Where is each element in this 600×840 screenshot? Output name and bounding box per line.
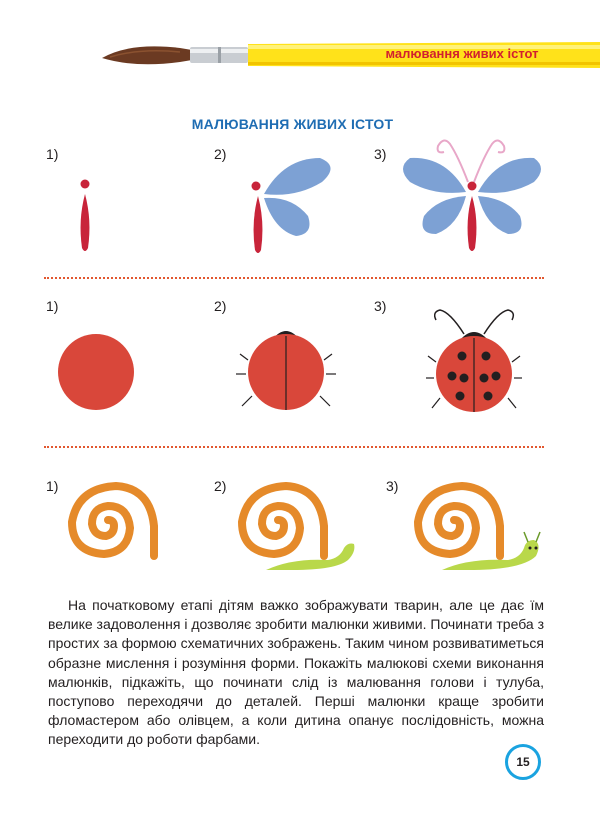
- step-number: 2): [214, 146, 227, 162]
- step-number: 1): [46, 146, 59, 162]
- snail-step-1: [62, 478, 182, 568]
- step-number: 3): [374, 298, 387, 314]
- step-number: 3): [386, 478, 399, 494]
- page-title: МАЛЮВАННЯ ЖИВИХ ІСТОТ: [191, 116, 394, 132]
- butterfly-step-2: [234, 150, 344, 260]
- ladybug-step-3: [424, 298, 534, 423]
- header-label: малювання живих істот: [385, 46, 539, 61]
- ladybug-step-1: [56, 332, 136, 412]
- butterfly-step-3: [398, 134, 548, 259]
- step-number: 3): [374, 146, 387, 162]
- snail-step-2: [232, 478, 364, 578]
- step-number: 1): [46, 298, 59, 314]
- snail-step-3: [408, 478, 548, 578]
- step-number: 2): [214, 298, 227, 314]
- step-number: 2): [214, 478, 227, 494]
- step-number: 1): [46, 478, 59, 494]
- page-number: 15: [505, 744, 541, 780]
- dotted-divider: [44, 446, 544, 448]
- ladybug-step-2: [232, 318, 342, 423]
- butterfly-step-1: [60, 170, 110, 260]
- dotted-divider: [44, 277, 544, 279]
- body-paragraph: На початковому етапі дітям важко зображувати тварин, але це дає їм велике задоволення і дозволяє зробити малюнки живими. Починати треба з простих за формою схематичних зображень. Таким чином розвиватиметься образне мислення і розуміння форми. Покажіть малюкові схеми виконання малюнків, підкажіть, що починати слід із малювання голови і тулуба, поступово переходячи до деталей. Перші малюнки краще зробити фломастером або олівцем, а коли дитина опанує послідовність, можна переходити до роботи фарбами.: [48, 597, 544, 748]
